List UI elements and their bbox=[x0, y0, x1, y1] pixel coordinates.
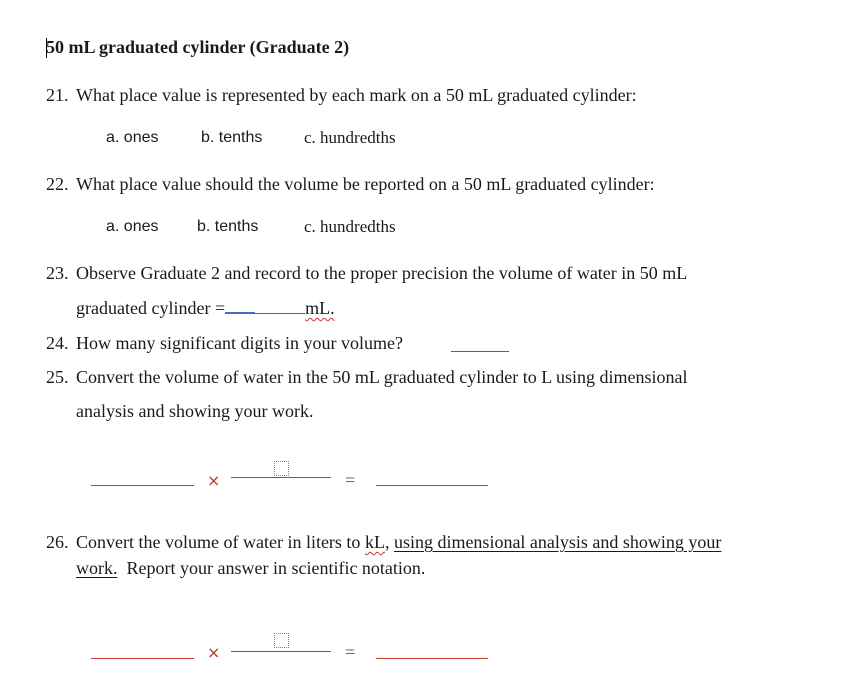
answer-prefix: graduated cylinder = bbox=[76, 298, 226, 318]
unit-label: mL. bbox=[305, 298, 335, 318]
q26-result-blank[interactable] bbox=[376, 658, 488, 659]
question-text: Convert the volume of water in the 50 mL graduated cylinder to L using dimensional bbox=[76, 367, 688, 387]
q22-choice-c: c. hundredths bbox=[304, 217, 396, 236]
q21-choice-b: b. tenths bbox=[201, 129, 263, 146]
q25-fraction-bar bbox=[231, 477, 331, 478]
question-text-underlined: work. bbox=[76, 558, 118, 578]
question-text: What place value should the volume be reported on a 50 mL graduated cylinder: bbox=[76, 174, 655, 194]
question-text: Observe Graduate 2 and record to the proper precision the volume of water in 50 mL bbox=[76, 263, 688, 283]
q24-answer-blank[interactable] bbox=[451, 351, 509, 352]
question-number: 22. bbox=[46, 174, 69, 194]
question-21 bbox=[46, 85, 637, 106]
equals-sign: = bbox=[345, 470, 356, 490]
question-25 bbox=[46, 367, 688, 388]
question-number: 21. bbox=[46, 85, 69, 105]
question-26-line-2 bbox=[76, 558, 425, 579]
q25-given-blank[interactable] bbox=[91, 485, 194, 486]
question-24 bbox=[46, 333, 403, 354]
q26-given-blank[interactable] bbox=[91, 658, 194, 659]
times-sign: × bbox=[207, 471, 221, 490]
question-number: 24. bbox=[46, 333, 69, 353]
q26-fraction-bar bbox=[231, 651, 331, 652]
q21-choice-a: a. ones bbox=[106, 129, 159, 146]
question-text: What place value is represented by each mark on a 50 mL graduated cylinder: bbox=[76, 85, 637, 105]
question-text-underlined: using dimensional analysis and showing your bbox=[393, 532, 722, 552]
question-number: 23. bbox=[46, 263, 69, 283]
answer-blank[interactable] bbox=[255, 299, 305, 314]
question-22 bbox=[46, 174, 655, 195]
question-text-sep: , bbox=[384, 532, 394, 552]
question-number: 26. bbox=[46, 532, 69, 552]
question-23 bbox=[46, 263, 687, 284]
q22-choice-a: a. ones bbox=[106, 218, 159, 235]
times-sign: × bbox=[207, 643, 221, 662]
answer-blank-underline[interactable] bbox=[225, 300, 255, 314]
q25-result-blank[interactable] bbox=[376, 485, 488, 486]
q22-choice-b: b. tenths bbox=[197, 218, 259, 235]
numerator-placeholder[interactable] bbox=[274, 633, 289, 648]
equals-sign: = bbox=[345, 642, 356, 662]
question-25-line-2: analysis and showing your work. bbox=[76, 401, 314, 421]
question-number: 25. bbox=[46, 367, 69, 387]
question-23-line-2 bbox=[76, 298, 335, 319]
numerator-placeholder[interactable] bbox=[274, 461, 289, 476]
question-26 bbox=[46, 532, 721, 553]
worksheet-title: 50 mL graduated cylinder (Graduate 2) bbox=[46, 37, 350, 57]
kl-unit: kL bbox=[364, 532, 385, 552]
question-text: How many significant digits in your volume? bbox=[76, 333, 403, 353]
question-text: Report your answer in scientific notation. bbox=[117, 558, 426, 578]
question-text: Convert the volume of water in liters to bbox=[76, 532, 365, 552]
q21-choice-c: c. hundredths bbox=[304, 128, 396, 147]
